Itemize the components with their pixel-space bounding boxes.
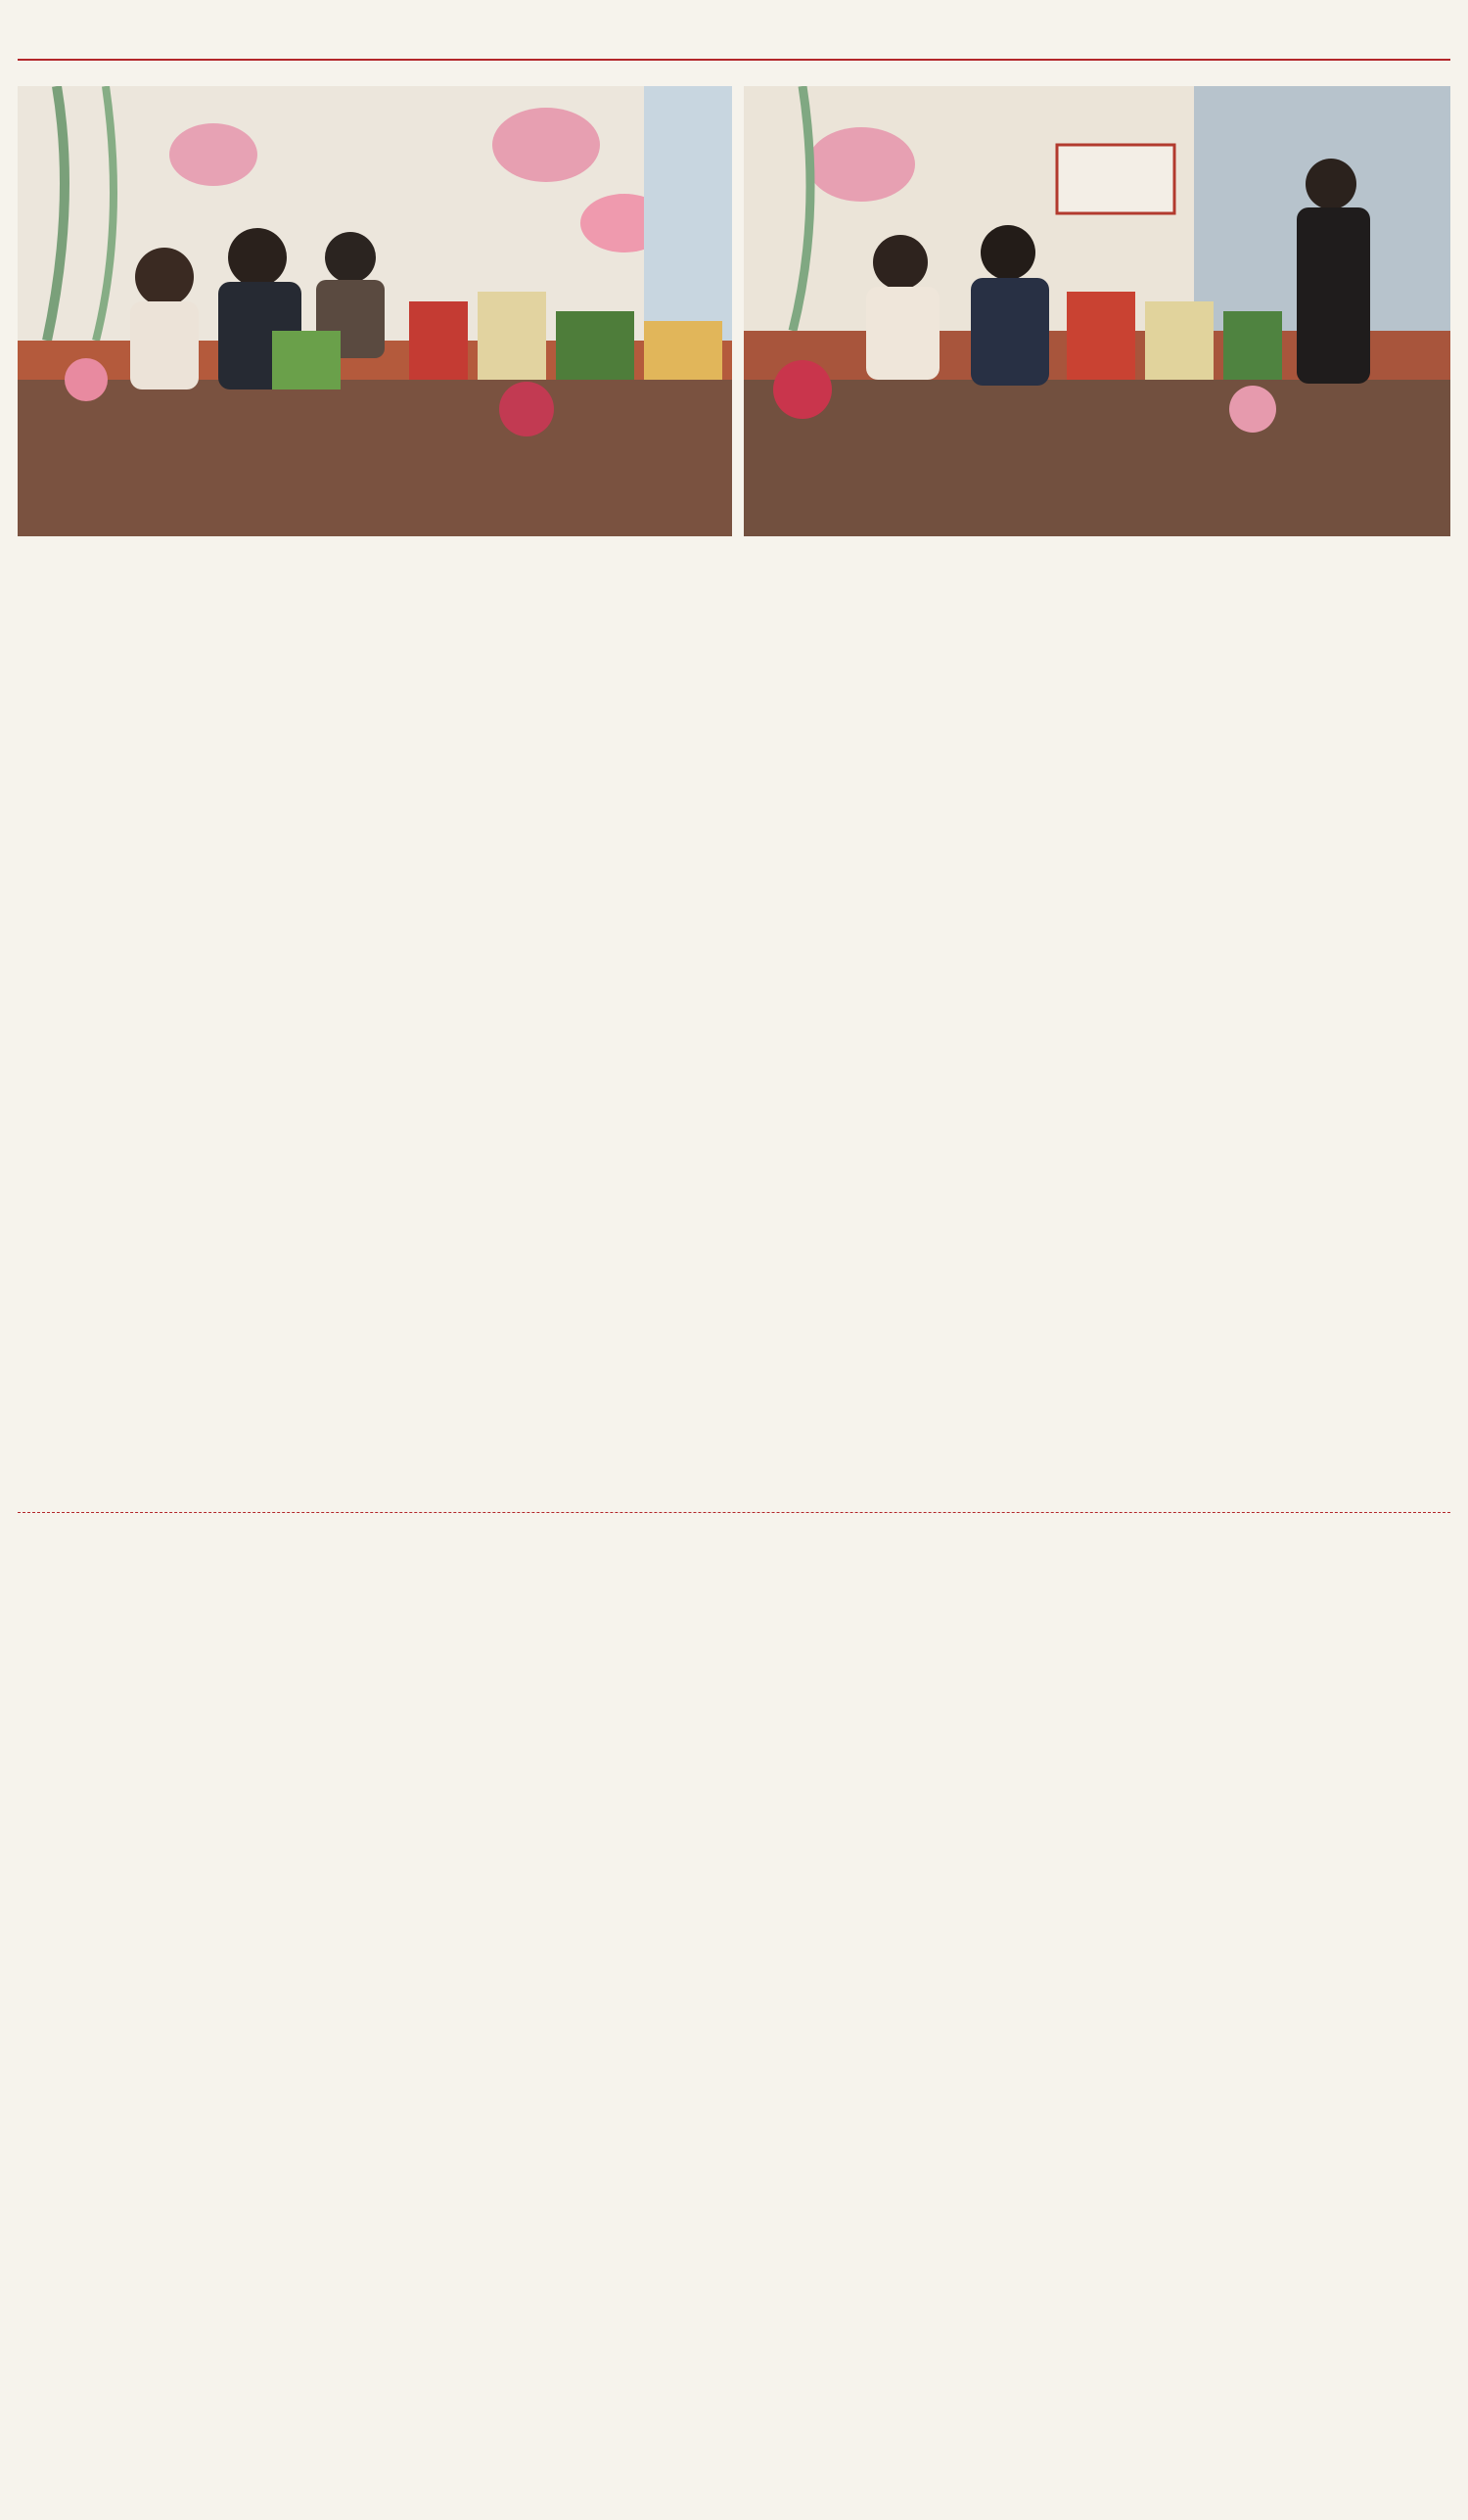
section-divider <box>18 1512 1450 1513</box>
photo-left-livestream <box>18 86 732 536</box>
top-article-body <box>18 820 1450 1495</box>
byline <box>18 778 1450 798</box>
bottom-article-body <box>18 1629 1450 2500</box>
issue-meta <box>102 17 137 56</box>
masthead <box>18 14 1450 61</box>
photo-right-livestream <box>744 86 1450 536</box>
photo-left-graphic <box>18 86 732 536</box>
photo-right-graphic <box>744 86 1450 536</box>
